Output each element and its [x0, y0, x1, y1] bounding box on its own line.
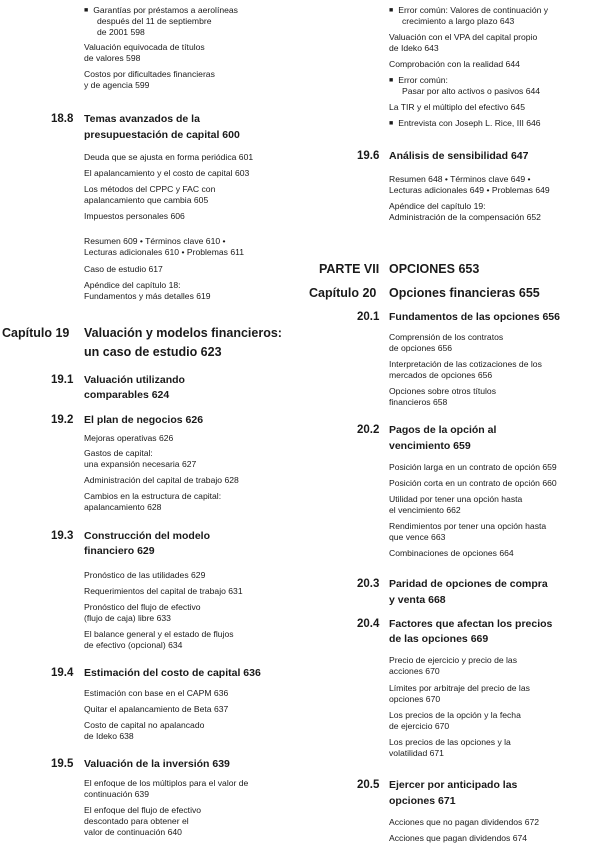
toc-entry: Pasar por alto activos o pasivos 644 — [402, 86, 541, 96]
toc-entry: Resumen 648 • Términos clave 649 • — [389, 174, 531, 184]
chapter-title: Valuación y modelos financieros: — [84, 326, 282, 340]
toc-entry: Valuación equivocada de títulos — [84, 42, 205, 52]
section-title: Valuación utilizando — [84, 374, 185, 386]
toc-entry: Administración del capital de trabajo 628 — [84, 475, 239, 485]
toc-entry — [389, 118, 541, 130]
toc-entry: el vencimiento 662 — [389, 505, 461, 515]
section-title: Temas avanzados de la — [84, 113, 200, 125]
toc-entry: apalancamiento que cambia 605 — [84, 195, 209, 205]
section-number: 20.3 — [357, 578, 380, 590]
toc-entry: de valores 598 — [84, 53, 141, 63]
toc-entry: crecimiento a largo plazo 643 — [402, 16, 515, 26]
toc-entry: valor de continuación 640 — [84, 827, 182, 837]
toc-entry: Cambios en la estructura de capital: — [84, 491, 222, 501]
section-number: 19.6 — [357, 150, 380, 162]
section-title: Paridad de opciones de compra — [389, 578, 548, 590]
toc-entry: Fundamentos y más detalles 619 — [84, 291, 211, 301]
toc-entry: Acciones que no pagan dividendos 672 — [389, 817, 540, 827]
toc-entry: El enfoque de los múltiplos para el valor de — [84, 778, 249, 788]
right-column — [300, 0, 600, 850]
toc-entry: Costo de capital no apalancado — [84, 720, 205, 730]
section-title: de las opciones 669 — [389, 633, 489, 645]
entry-text: Error común: Valores de continuación y — [398, 5, 549, 15]
toc-entry: Mejoras operativas 626 — [84, 433, 174, 443]
toc-entry: después del 11 de septiembre — [97, 16, 212, 26]
toc-entry: Comprobación con la realidad 644 — [389, 59, 520, 69]
toc-entry: Lecturas adicionales 649 • Problemas 649 — [389, 185, 550, 195]
section-title: presupuestación de capital 600 — [84, 129, 240, 141]
section-number: 19.1 — [51, 374, 74, 386]
toc-entry: Quitar el apalancamiento de Beta 637 — [84, 704, 229, 714]
toc-entry: de Ideko 638 — [84, 731, 134, 741]
toc-entry: de ejercicio 670 — [389, 721, 450, 731]
toc-entry: Los métodos del CPPC y FAC con — [84, 184, 216, 194]
toc-entry: mercados de opciones 656 — [389, 370, 493, 380]
chapter-title: Opciones financieras 655 — [389, 286, 540, 300]
section-title: Valuación de la inversión 639 — [84, 758, 230, 770]
section-number: 19.3 — [51, 530, 74, 542]
section-title: Construcción del modelo — [84, 530, 211, 542]
toc-entry: acciones 670 — [389, 666, 440, 676]
section-number: 20.2 — [357, 424, 380, 436]
toc-entry: financieros 658 — [389, 397, 448, 407]
toc-entry: Costos por dificultades financieras — [84, 69, 215, 79]
section-title: vencimiento 659 — [389, 440, 471, 452]
toc-entry: de opciones 656 — [389, 343, 453, 353]
toc-entry: Pronóstico del flujo de efectivo — [84, 602, 201, 612]
toc-entry: Deuda que se ajusta en forma periódica 601 — [84, 152, 254, 162]
toc-entry: El apalancamiento y el costo de capital 603 — [84, 168, 250, 178]
toc-entry: Pronóstico de las utilidades 629 — [84, 570, 206, 580]
toc-entry: Posición larga en un contrato de opción 659 — [389, 462, 557, 472]
toc-entry: Resumen 609 • Términos clave 610 • — [84, 236, 226, 246]
section-title: financiero 629 — [84, 545, 155, 557]
section-number: 20.1 — [357, 311, 380, 323]
entry-text: Garantías por préstamos a aerolíneas — [93, 5, 238, 15]
section-title: Fundamentos de las opciones 656 — [389, 311, 560, 323]
toc-entry: opciones 670 — [389, 694, 441, 704]
toc-entry: Interpretación de las cotizaciones de los — [389, 359, 542, 369]
toc-entry: Apéndice del capítulo 18: — [84, 280, 181, 290]
section-number: 19.2 — [51, 414, 74, 426]
toc-entry: Estimación con base en el CAPM 636 — [84, 688, 229, 698]
section-number: 20.4 — [357, 618, 380, 630]
toc-entry: y de agencia 599 — [84, 80, 150, 90]
chapter-label: Capítulo 20 — [309, 286, 377, 300]
chapter-title: un caso de estudio 623 — [84, 345, 222, 359]
toc-entry: de 2001 598 — [97, 27, 145, 37]
toc-entry: (flujo de caja) libre 633 — [84, 613, 171, 623]
toc-entry: La TIR y el múltiplo del efectivo 645 — [389, 102, 525, 112]
toc-entry: descontado para obtener el — [84, 816, 189, 826]
section-title: Estimación del costo de capital 636 — [84, 667, 261, 679]
section-title: y venta 668 — [389, 594, 446, 606]
toc-entry: Utilidad por tener una opción hasta — [389, 494, 523, 504]
chapter-label: Capítulo 19 — [2, 326, 70, 340]
toc-entry: una expansión necesaria 627 — [84, 459, 197, 469]
toc-entry: Requerimientos del capital de trabajo 631 — [84, 586, 243, 596]
toc-entry: Opciones sobre otros títulos — [389, 386, 496, 396]
section-number: 19.4 — [51, 667, 74, 679]
section-number: 19.5 — [51, 758, 74, 770]
section-title: El plan de negocios 626 — [84, 414, 204, 426]
toc-entry: que vence 663 — [389, 532, 446, 542]
toc-entry: Posición corta en un contrato de opción 660 — [389, 478, 557, 488]
toc-entry: de Ideko 643 — [389, 43, 439, 53]
toc-entry: Precio de ejercicio y precio de las — [389, 655, 518, 665]
toc-entry: continuación 639 — [84, 789, 149, 799]
toc-entry: Gastos de capital: — [84, 448, 153, 458]
toc-entry: Los precios de las opciones y la — [389, 737, 511, 747]
section-title: Ejercer por anticipado las — [389, 779, 518, 791]
toc-entry: El balance general y el estado de flujos — [84, 629, 234, 639]
toc-entry: Comprensión de los contratos — [389, 332, 504, 342]
toc-entry: Caso de estudio 617 — [84, 264, 163, 274]
toc-entry: Apéndice del capítulo 19: — [389, 201, 486, 211]
toc-entry: Límites por arbitraje del precio de las — [389, 683, 530, 693]
toc-entry: El enfoque del flujo de efectivo — [84, 805, 202, 815]
toc-entry: Los precios de la opción y la fecha — [389, 710, 521, 720]
toc-entry: volatilidad 671 — [389, 748, 444, 758]
toc-entry: Lecturas adicionales 610 • Problemas 611 — [84, 247, 245, 257]
toc-entry: Acciones que pagan dividendos 674 — [389, 833, 528, 843]
toc-entry: Impuestos personales 606 — [84, 211, 185, 221]
entry-text: Entrevista con Joseph L. Rice, III 646 — [398, 118, 541, 128]
toc-entry: Valuación con el VPA del capital propio — [389, 32, 538, 42]
toc-entry: Combinaciones de opciones 664 — [389, 548, 514, 558]
part-label: PARTE VII — [319, 262, 380, 276]
section-title: Análisis de sensibilidad 647 — [389, 150, 529, 162]
section-title: opciones 671 — [389, 795, 456, 807]
section-number: 18.8 — [51, 113, 74, 125]
entry-text: Error común: — [398, 75, 448, 85]
part-title: OPCIONES 653 — [389, 262, 480, 276]
section-number: 20.5 — [357, 779, 380, 791]
toc-entry: Rendimientos por tener una opción hasta — [389, 521, 547, 531]
section-title: Factores que afectan los precios — [389, 618, 553, 630]
section-title: comparables 624 — [84, 389, 170, 401]
toc-entry: Administración de la compensación 652 — [389, 212, 541, 222]
toc-entry: de efectivo (opcional) 634 — [84, 640, 183, 650]
toc-entry: apalancamiento 628 — [84, 502, 162, 512]
section-title: Pagos de la opción al — [389, 424, 497, 436]
